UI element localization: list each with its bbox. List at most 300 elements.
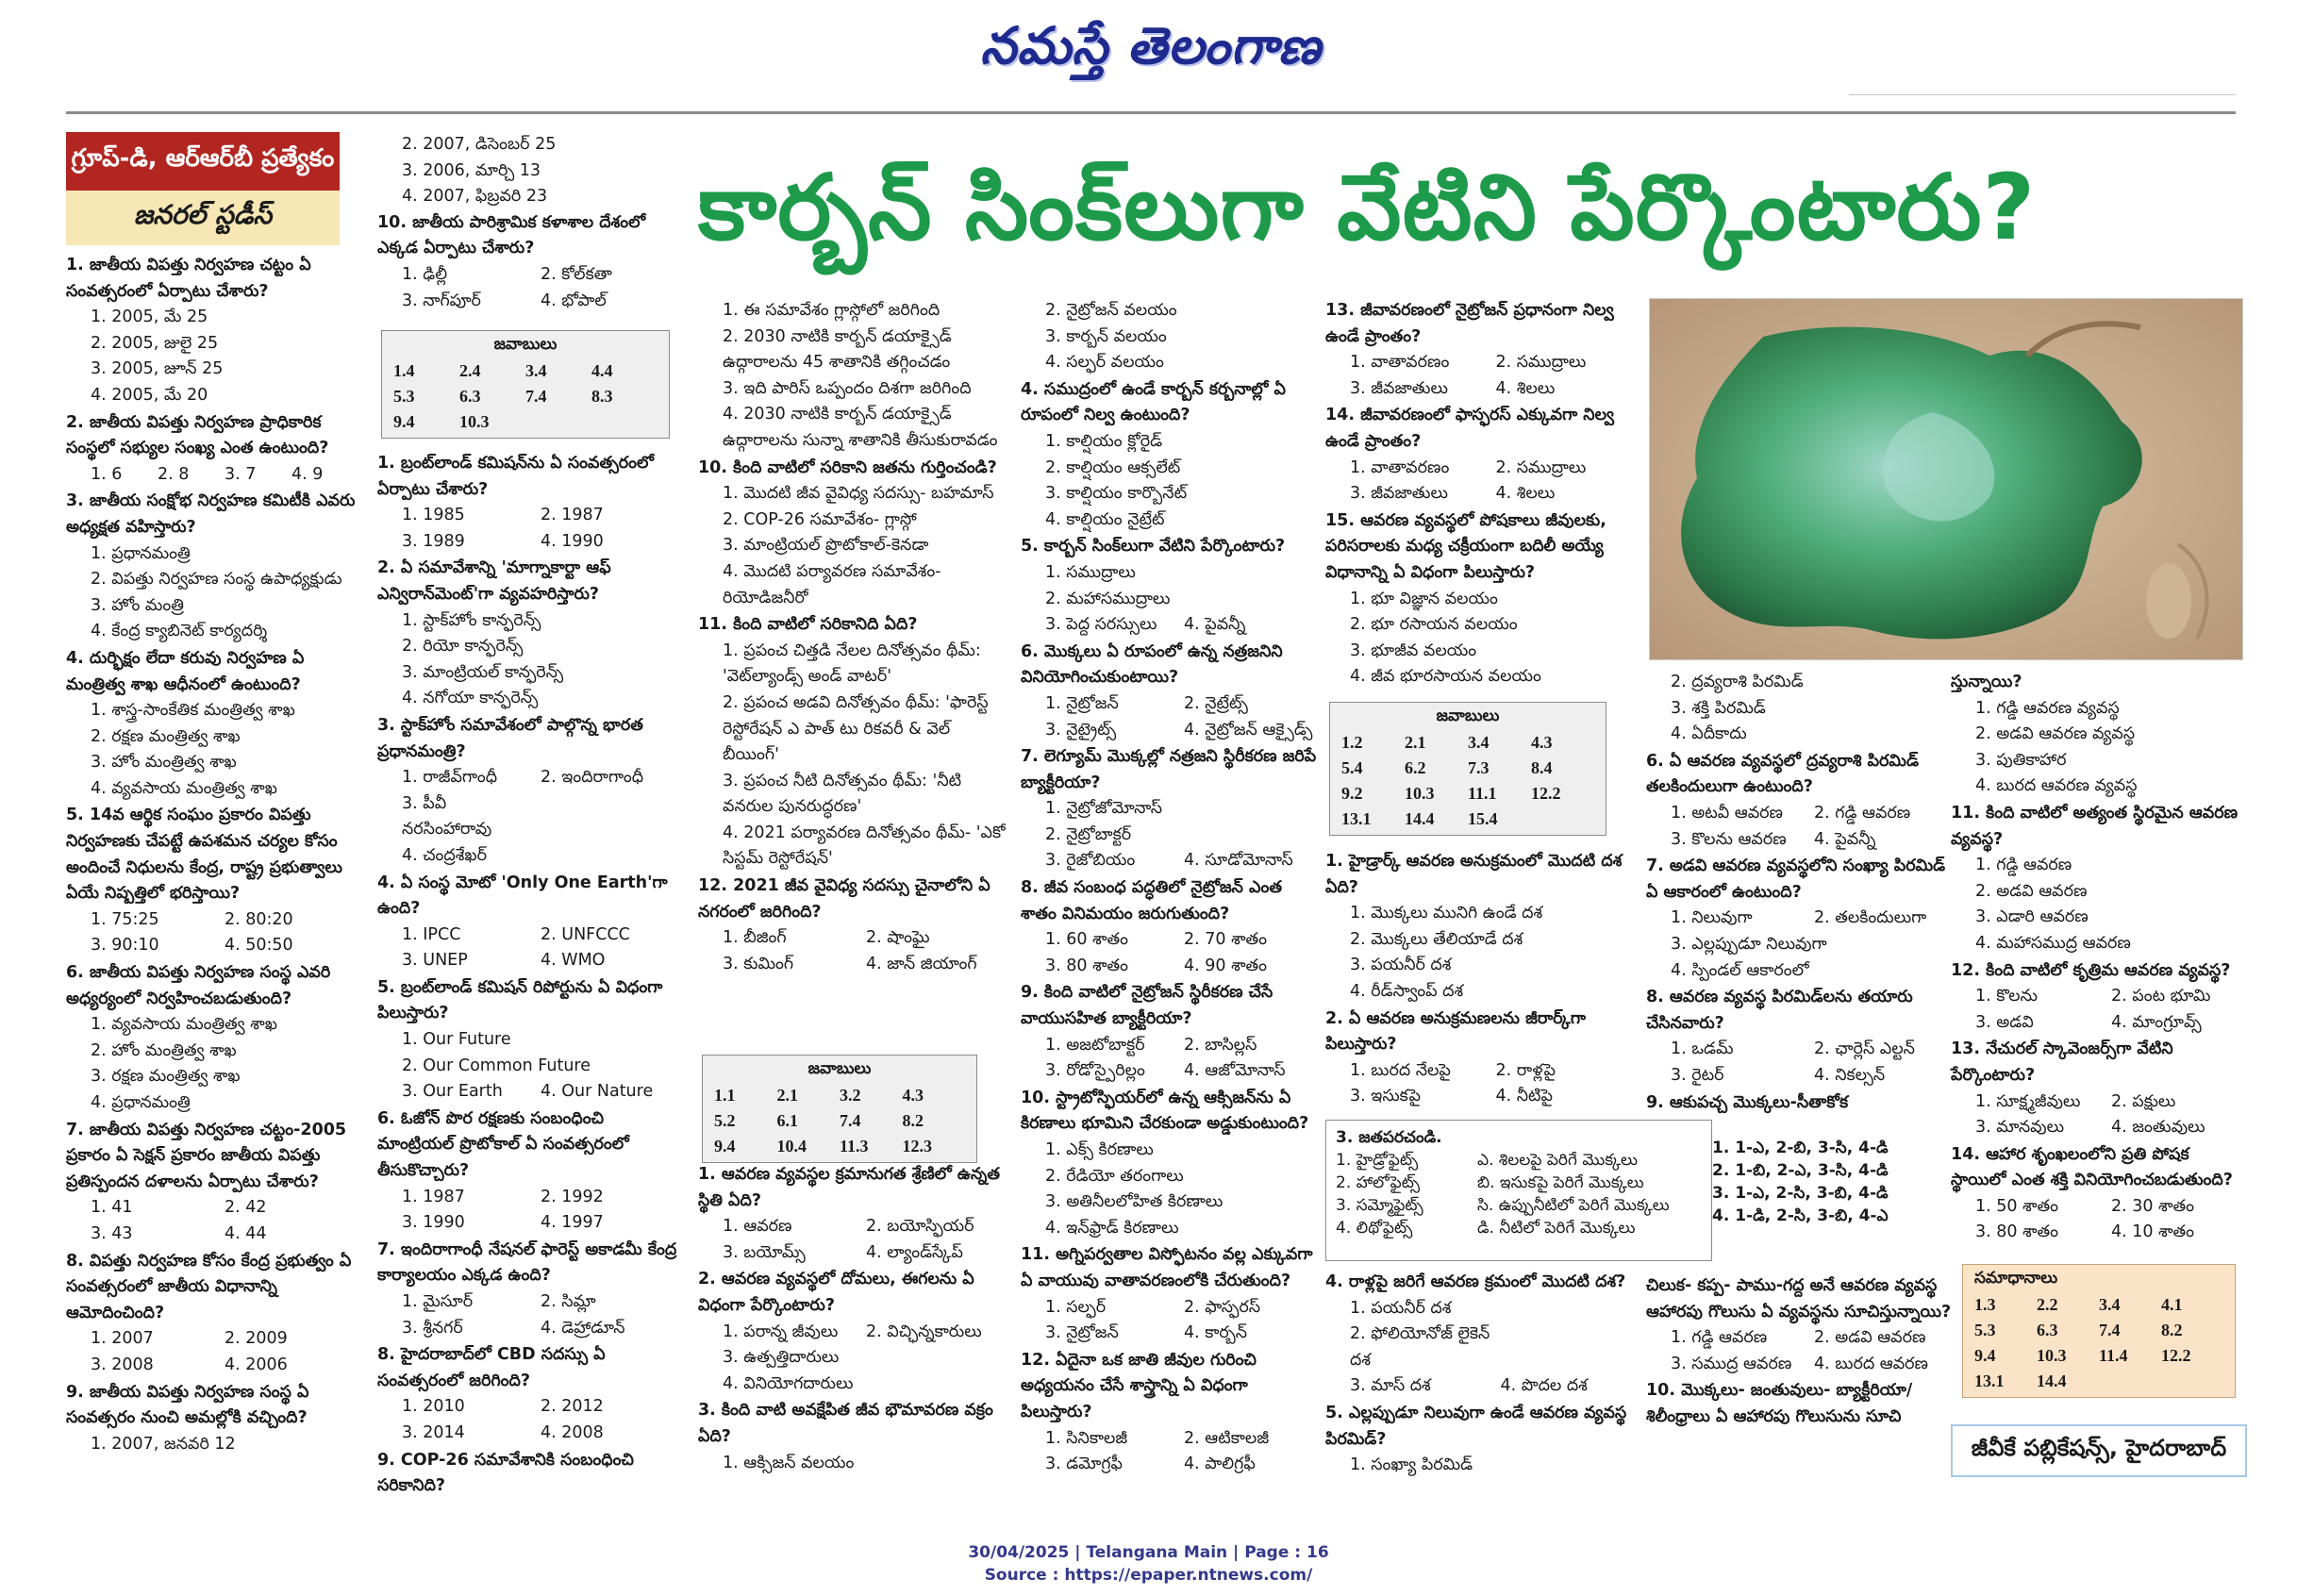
answer-cell: 2.4 (459, 361, 481, 380)
option: 4. 1-డి, 2-సి, 3-బి, 4-ఎ (1712, 1206, 1889, 1225)
option-row (1021, 1452, 1323, 1478)
option: 2. రక్షణ మంత్రిత్వ శాఖ (91, 726, 241, 746)
question (66, 410, 358, 489)
option: 4. ఇన్‌ఫ్రాడ్‌ కిరణాలు (1045, 1218, 1179, 1238)
option: 1. 2005, మే 25 (91, 308, 208, 327)
question (1951, 958, 2247, 1037)
answer-box-3 (1329, 702, 1606, 836)
option: 3. అతినీలలోహిత కిరణాలు (1045, 1192, 1223, 1212)
option-row (1021, 718, 1323, 744)
question-text: 9. ఆకుపచ్చ మొక్కలు-సీతాకోక (1646, 1092, 1849, 1112)
option: 3. Our Earth (402, 1082, 503, 1102)
question (1325, 403, 1641, 507)
option: 2. 80:20 (225, 909, 293, 929)
option-row (377, 1421, 679, 1447)
option: 3. రక్షణ మంత్రిత్వ శాఖ (91, 1067, 241, 1087)
option-row (1325, 456, 1641, 482)
answer-cell: 3.4 (1468, 733, 1490, 752)
option-row (377, 1289, 679, 1316)
question-text: 7. ఇందిరాగాంధీ నేషనల్‌ ఫారెస్ట్‌ అకాడమీ కేంద్ర కార్యాలయం ఎక్కడ ఉంది? (377, 1239, 677, 1286)
option: 1. గడ్డి ఆవరణ (1671, 1328, 1768, 1348)
question (1325, 508, 1641, 690)
option-row (1325, 481, 1641, 507)
newspaper-logo: నమస్తే తెలంగాణ (980, 15, 1322, 75)
question-text: 5. కార్బన్‌ సింక్‌లుగా వేటిని పేర్కొంటారు? (1021, 537, 1286, 557)
question-text: 6. ఓజోన్‌ పొర రక్షణకు సంబంధించి మాంట్రియల్‌ ప్రొటోకాల్‌ ఏ సంవత్సరంలో తీసుకొచ్చారు? (377, 1108, 629, 1181)
option: 2. ఫోలియోనోజ్‌ లైకెన్‌ దశ (1350, 1324, 1490, 1370)
option: 1. IPCC (402, 924, 461, 944)
option: 4. 10 శాతం (2111, 1222, 2195, 1242)
question-text: 5. 14వ ఆర్థిక సంఘం ప్రకారం విపత్తు నిర్వహణకు చేపట్టే ఉపశమన చర్యల కోసం అందించే నిధులను కేంద్ర, రాష్ట్ర ప్రభుత్వాలు ఏయే నిష్పత్తిలో భరిస్తాయి? (66, 806, 342, 904)
option-row (1325, 1084, 1641, 1110)
option (541, 791, 679, 843)
question (698, 1398, 1009, 1476)
option: 2. విపత్తు నిర్వహణ సంస్థ ఉపాధ్యక్షుడు (91, 570, 342, 590)
option: 4. కార్బన్‌ (1184, 1323, 1248, 1343)
answer-cell: 1.1 (714, 1086, 736, 1105)
option: 3. అడవి (1975, 1012, 2034, 1032)
question-text: 6. జాతీయ విపత్తు నిర్వహణ సంస్థ ఎవరి అధ్యర్యంలో నిర్వహించబడుతుంది? (66, 963, 331, 1008)
answer-cell: 1.4 (393, 361, 415, 380)
option-row (698, 952, 1009, 978)
option: 1. నైట్రోజోమోనాస్‌ (1045, 799, 1163, 819)
option: 2. 2005, జులై 25 (91, 333, 219, 353)
option: 4. డెహ్రాడూన్‌ (541, 1318, 625, 1338)
option: 1. నైట్రోజన్‌ (1045, 693, 1119, 713)
option: 2. 1987 (541, 506, 604, 525)
option: 4. 2007, ఫిబ్రవరి 23 (402, 187, 548, 207)
option: 3. కార్బన్‌ వలయం (1045, 326, 1167, 346)
answer-cell: 10.4 (776, 1137, 807, 1155)
answer-grid (393, 361, 657, 432)
option: 1. ఒడమ్‌ (1671, 1039, 1734, 1059)
option-row (377, 289, 679, 315)
option: 4. WMO (541, 951, 606, 971)
option: 2. UNFCCC (541, 924, 630, 944)
option: 1. అటవీ ఆవరణ (1671, 803, 1784, 823)
option: 2. 2009 (225, 1329, 288, 1349)
column-5-bottom (1325, 849, 1641, 1111)
option: 4. 50:50 (225, 936, 293, 956)
question (66, 1380, 358, 1458)
question-text: 2. ఆవరణ వ్యవస్థలో దోమలు, ఈగలను ఏ విధంగా పేర్కొంటారు? (698, 1270, 974, 1315)
option: 3. 1-ఎ, 2-సి, 3-బి, 4-డి (1712, 1184, 1889, 1203)
option-row (1021, 1033, 1323, 1059)
option: 1. సూక్ష్మజీవులు (1975, 1091, 2081, 1111)
question (1021, 534, 1323, 638)
option: 2. బయోస్ఫియర్‌ (866, 1217, 974, 1237)
column-5-lower (1325, 1270, 1651, 1480)
option: 1. సంఖ్యా పిరమిడ్‌ (1350, 1455, 1473, 1475)
question (1646, 985, 1957, 1089)
option-row (377, 1394, 679, 1421)
question-text: 3. కింది వాటి అవక్షేపిత జీవ భౌమావరణ వక్రం ఏది? (698, 1401, 993, 1446)
question (1646, 670, 1957, 748)
option: 4. ఏదీకాదు (1671, 724, 1747, 744)
option: 1. రాజీవ్‌గాంధీ (402, 768, 498, 788)
option: 3. భూజీవ వలయం (1350, 640, 1477, 660)
footer-source: Source : https://epaper.ntnews.com/ (984, 1566, 1313, 1585)
question (377, 556, 679, 712)
answer-cell: 9.4 (714, 1137, 736, 1155)
option: 1. గడ్డి ఆవరణ (1975, 856, 2072, 875)
option-row (66, 1326, 358, 1353)
option-row (377, 1079, 679, 1106)
option: 3. ఇసుకపై (1350, 1087, 1422, 1106)
option: 1. మొక్కలు మునిగి ఉండే దశ (1350, 904, 1543, 923)
option: 1. సల్ఫర్‌ (1045, 1297, 1107, 1317)
option: 3. 1989 (402, 531, 465, 551)
question (1325, 1270, 1651, 1400)
question-text: 6. మొక్కలు ఏ రూపంలో ఉన్న నత్రజనిని వినియోగించుకుంటాయి? (1021, 641, 1283, 688)
option: 1. బీజింగ్‌ (723, 928, 787, 948)
option: 1. ప్రధానమంత్రి (91, 543, 191, 563)
article-headline: కార్బన్‌ సింక్‌లుగా వేటిని పేర్కొంటారు? (698, 155, 2037, 260)
answer-cell (591, 412, 657, 432)
answer-cell: 3.4 (525, 361, 547, 380)
question (1646, 854, 1957, 984)
question-text: 12. 2021 జీవ వైవిధ్య సదస్సు చైనాలోని ఏ నగరంలో జరిగింది? (698, 876, 990, 922)
question (1325, 298, 1641, 402)
answer-cell (2161, 1372, 2223, 1391)
question-text: 10. కింది వాటిలో సరికాని జతను గుర్తించండి? (698, 457, 997, 477)
option-row (1646, 1063, 1957, 1089)
answer-cell: 14.4 (2037, 1372, 2067, 1390)
answer-cell: 6.2 (1405, 758, 1426, 777)
option: 1. 2007 (91, 1329, 154, 1349)
question (377, 210, 679, 314)
question-text-continued: స్తున్నాయి? (1951, 673, 2022, 691)
match-question-box (1325, 1120, 1712, 1261)
option-row (66, 1353, 358, 1379)
option: 3. మానవులు (1975, 1118, 2065, 1138)
question (1021, 1242, 1323, 1346)
column-4 (1021, 298, 1323, 1479)
answer-cell: 9.4 (393, 412, 415, 431)
answer-cell: 13.1 (1341, 809, 1372, 828)
answer-cell: 2.2 (2037, 1295, 2058, 1314)
option-row (377, 529, 679, 556)
question-text: 5. ఎల్లప్పుడూ నిలువుగా ఉండే ఆవరణ వ్యవస్థ పిరమిడ్‌? (1325, 1403, 1627, 1449)
option-row (1021, 848, 1323, 874)
question (377, 1448, 679, 1500)
option-row (66, 1222, 358, 1248)
answer-cell (525, 412, 591, 432)
question (66, 489, 358, 645)
option-row (1951, 1115, 2247, 1141)
option-row (1951, 984, 2247, 1010)
option: 1. కాల్షియం క్లోరైడ్‌ (1045, 431, 1163, 451)
option: 1. 1987 (402, 1187, 465, 1206)
option: 2. రియో కాన్ఫరెన్స్‌ (402, 637, 524, 657)
question-text: 11. అగ్నిపర్వతాల విస్ఫోటనం వల్ల ఎక్కువగా ఏ వాయువు వాతావరణంలోకి చేరుతుంది? (1021, 1245, 1313, 1290)
option: 4. 1990 (541, 531, 604, 551)
option: 1. 6 (91, 464, 123, 484)
answer-cell: 5.3 (1974, 1321, 1996, 1339)
option-row (1951, 1010, 2247, 1037)
option: 3. జీవజాతులు (1350, 484, 1448, 504)
option: 2. ఫాస్ఫరస్‌ (1184, 1297, 1261, 1317)
answer-grid (1341, 733, 1594, 829)
answer-cell: 12.3 (902, 1137, 932, 1155)
option: 2. 2012 (541, 1397, 604, 1417)
option: 3. ఎల్లప్పుడూ నిలువుగా (1671, 934, 1827, 954)
option: 1. ఢిల్లీ (402, 264, 448, 284)
option-row (377, 262, 679, 289)
question-text: 7. లెగ్యూమ్‌ మొక్కల్లో నత్రజని స్థిరీకరణ జరిపే బ్యాక్టీరియా? (1021, 747, 1317, 792)
question (377, 1342, 679, 1446)
option: 3. పయనీర్‌ దశ (1350, 956, 1452, 975)
question (1021, 640, 1323, 743)
question (1021, 875, 1323, 979)
column-6-bottom (1646, 1273, 1957, 1432)
option: 2. 70 శాతం (1184, 930, 1268, 950)
option: 4. మాంగ్రూవ్స్‌ (2111, 1012, 2202, 1032)
option: 3. పెద్ద సరస్సులు (1045, 615, 1157, 635)
option: 3. 2014 (402, 1422, 465, 1442)
option: 2. 42 (225, 1198, 267, 1218)
question-text: 11. కింది వాటిలో అత్యంత స్థిరమైన ఆవరణ వ్యవస్థ? (1951, 803, 2239, 849)
question (698, 1162, 1009, 1266)
answer-cell: 11.4 (2099, 1346, 2128, 1365)
option-row (1021, 954, 1323, 980)
question (1951, 1037, 2247, 1140)
option: 4. పైవన్నీ (1814, 829, 1876, 849)
column-6 (1646, 670, 1957, 1117)
question (66, 646, 358, 803)
option-row (1021, 1058, 1323, 1085)
option: 1. నిలువుగా (1671, 908, 1753, 928)
option: 2. 30 శాతం (2111, 1196, 2195, 1216)
option: 1. ఈ సమావేశం గ్లాస్గోలో జరిగింది (723, 301, 940, 320)
option: 3. 80 శాతం (1045, 956, 1129, 975)
option: 1. 60 శాతం (1045, 930, 1129, 950)
answer-grid (1974, 1295, 2223, 1391)
option-row (1021, 1426, 1323, 1453)
match-options (1712, 1137, 1896, 1227)
option: 4. నగోయా కాన్ఫరెన్స్‌ (402, 689, 539, 708)
option-row (377, 1316, 679, 1342)
answer-cell: 7.4 (525, 387, 547, 406)
answer-cell: 9.4 (1974, 1346, 1996, 1365)
option: 4. బురద ఆవరణ (1814, 1354, 1928, 1373)
question (377, 713, 679, 870)
answer-cell: 4.1 (2161, 1295, 2183, 1314)
question (1021, 1086, 1323, 1242)
answer-cell: 6.3 (2037, 1321, 2058, 1339)
answer-box-title: జవాబులు (493, 335, 558, 354)
option-row (1325, 1322, 1651, 1373)
option-row (1325, 350, 1641, 376)
option: 2. భూ రసాయన వలయం (1350, 615, 1518, 635)
option: 3. ఇది పారిస్‌ ఒప్పందం దిశగా జరిగింది (723, 378, 972, 398)
option-row (66, 933, 358, 959)
option: 2. కోల్‌కతా (541, 264, 612, 284)
option: 3. 1990 (402, 1213, 465, 1233)
option: 4. జీవ భూరసాయన వలయం (1350, 667, 1541, 687)
question (66, 803, 358, 959)
option: 1. వాతావరణం (1350, 353, 1450, 373)
option: 4. ఆజోమోనాస్‌ (1184, 1061, 1286, 1081)
match-left-item: 4. లిథోఫైట్స్‌ (1336, 1219, 1413, 1238)
option: 4. జంతువులు (2111, 1118, 2205, 1138)
option: 4. 9 (291, 464, 324, 484)
option: 1. సినికాలజీ (1045, 1428, 1128, 1448)
option-row (698, 925, 1009, 952)
answer-grid (714, 1086, 965, 1156)
answer-cell: 11.3 (840, 1137, 869, 1155)
option: 1. Our Future (402, 1030, 511, 1050)
answer-cell: 5.2 (714, 1111, 736, 1130)
option: 4. నికల్సన్‌ (1814, 1065, 1886, 1085)
option: 2. కాల్షియం ఆక్సలేట్‌ (1045, 457, 1181, 477)
option-row (1951, 1194, 2247, 1221)
question-text: 1. ఆవరణ వ్యవస్థల క్రమానుగత శ్రేణిలో ఉన్నత స్థితి ఏది? (698, 1165, 1000, 1210)
answer-cell: 10.3 (459, 412, 490, 431)
publisher-credit: జీవీకే పబ్లికేషన్స్‌, హైదరాబాద్‌ (1951, 1424, 2247, 1477)
question (377, 1238, 679, 1341)
question-text: 2. ఏ సమావేశాన్ని 'మాగ్నాకార్టా ఆఫ్‌ ఎన్విరాన్‌మెంట్‌'గా వ్యవహరిస్తారు? (377, 558, 611, 604)
question (698, 873, 1009, 977)
answer-cell (1531, 809, 1594, 829)
option: 4. సల్ఫర్‌ వలయం (1045, 353, 1164, 373)
question (377, 975, 679, 1106)
option: 3. రైజోబియం (1045, 851, 1136, 871)
option: 4. పైవన్నీ (1184, 615, 1246, 635)
option: 2. హోం మంత్రిత్వ శాఖ (91, 1040, 237, 1060)
option-row (1646, 827, 1957, 854)
answer-cell: 4.3 (1531, 733, 1553, 752)
match-right-item: ఎ. శిలలపై పెరిగే మొక్కలు (1477, 1151, 1638, 1170)
option: 1. భూ విజ్ఞాన వలయం (1350, 589, 1498, 608)
option-row (1646, 1352, 1957, 1378)
question (1646, 1378, 1957, 1430)
option: 1. మొదటి జీవ వైవిధ్య సదస్సు- బహమాస్‌ (723, 484, 994, 504)
option: 4. మొదటి పర్యావరణ సమావేశం- రియోడిజనీరో (723, 561, 941, 607)
question (377, 451, 679, 555)
option: 2. COP-26 సమావేశం- గ్లాస్గో (723, 509, 917, 529)
answer-box-title: జవాబులు (1436, 707, 1500, 725)
option: 2. పంట భూమి (2111, 987, 2211, 1006)
answer-cell: 8.2 (2161, 1321, 2183, 1339)
option: 1. వ్యవసాయ మంత్రిత్వ శాఖ (91, 1015, 277, 1035)
option: 4. భోపాల్‌ (541, 291, 607, 310)
column-7 (1951, 670, 2247, 1247)
question (1951, 1142, 2247, 1246)
column-3-bottom (698, 1162, 1009, 1477)
question (1325, 1006, 1641, 1110)
question-text: 5. బ్రంట్‌లాండ్‌ కమిషన్‌ రిపోర్టును ఏ విధంగా పిలుస్తారు? (377, 977, 663, 1023)
question (1021, 1348, 1323, 1478)
option-row (377, 765, 679, 791)
option-row (66, 462, 358, 489)
question (1951, 801, 2247, 957)
option: 4. 44 (225, 1223, 267, 1243)
option: 1. వాతావరణం (1350, 457, 1450, 477)
answer-cell: 5.4 (1341, 758, 1363, 777)
question-text: 3. జతపరచండి. (1336, 1128, 1442, 1147)
answer-cell: 6.1 (776, 1111, 798, 1130)
question (66, 1118, 358, 1248)
option: 4. నైట్రోజన్‌ ఆక్సైడ్స్‌ (1184, 720, 1313, 740)
option-row (377, 791, 679, 843)
option: 1. ఎక్స్‌ కిరణాలు (1045, 1140, 1154, 1159)
option-row (66, 907, 358, 934)
question (1021, 298, 1323, 376)
option: 2. సముద్రాలు (1495, 457, 1587, 477)
question (1951, 670, 2247, 800)
answer-box-title: సమాధానాలు (1974, 1269, 2058, 1288)
option-row (1646, 906, 1957, 932)
option: 4. చంద్రశేఖర్‌ (402, 845, 488, 865)
question-text: 9. జాతీయ విపత్తు నిర్వహణ సంస్థ ఏ సంవత్సరం నుంచి అమల్లోకి వచ్చింది? (66, 1382, 309, 1428)
question (1021, 377, 1323, 534)
option: 3. నైట్రోజన్‌ (1045, 1323, 1119, 1343)
option (1501, 1322, 1652, 1373)
option: 1. గడ్డి ఆవరణ వ్యవస్థ (1975, 698, 2120, 718)
option: 1. పయనీర్‌ దశ (1350, 1298, 1452, 1318)
option: 3. ఎడారి ఆవరణ (1975, 907, 2089, 927)
option: 1. పరాన్న జీవులు (723, 1322, 839, 1341)
option: 4. మహాసముద్ర ఆవరణ (1975, 933, 2131, 953)
answer-box-1 (381, 330, 670, 439)
question (1646, 749, 1957, 853)
option: 1. స్టాక్‌హోం కాన్ఫరెన్స్‌ (402, 610, 541, 630)
option-row (698, 1240, 1009, 1267)
question-text: 11. కింది వాటిలో సరికానిది ఏది? (698, 615, 918, 635)
answer-cell: 1.3 (1974, 1295, 1996, 1314)
option: 2. 1-బి, 2-ఎ, 3-సి, 4-డి (1712, 1161, 1889, 1180)
option: 2. పక్షులు (2111, 1091, 2176, 1111)
option: 2. ఛార్లెస్‌ ఎల్టన్‌ (1814, 1039, 1915, 1059)
masthead-divider (66, 111, 2236, 114)
option: 3. 90:10 (91, 936, 159, 956)
answer-cell: 10.3 (2037, 1346, 2067, 1365)
option: 3. ఉత్పత్తిదారులు (723, 1348, 840, 1368)
option: 2. రేడియో తరంగాలు (1045, 1166, 1184, 1186)
option-row (698, 1320, 1009, 1346)
question-text: 13. నేచురల్‌ స్కావెంజర్స్‌గా వేటిని పేర్కొంటారు? (1951, 1039, 2173, 1085)
answer-cell: 8.2 (902, 1111, 924, 1130)
option-row (377, 923, 679, 949)
option: 2. మహాసముద్రాలు (1045, 589, 1171, 608)
option-row (66, 1195, 358, 1222)
option: 2. నైట్రేట్స్‌ (1184, 693, 1248, 713)
question-text: 15. ఆవరణ వ్యవస్థలో పోషకాలు జీవులకు, పరిసరాలకు మధ్య చక్రీయంగా బదిలీ అయ్యే విధానాన్ని ఏ విధంగా పిలుస్తారు? (1325, 510, 1606, 582)
question-text: 7. జాతీయ విపత్తు నిర్వహణ చట్టం-2005 ప్రకారం ఏ సెక్షన్‌ ప్రకారం జాతీయ విపత్తు ప్రతిస్పందన దళాలను ఏర్పాటు చేశారు? (66, 1120, 347, 1191)
option: 1. కొలను (1975, 987, 2038, 1006)
answer-cell: 11.1 (1468, 784, 1497, 803)
option-row (1021, 927, 1323, 954)
question-text: 8. హైదరాబాద్‌లో CBD సదస్సు ఏ సంవత్సరంలో జరిగింది? (377, 1345, 606, 1390)
option: 3. మాంట్రియల్‌ కాన్ఫరెన్స్‌ (402, 662, 564, 682)
question (1646, 1090, 1957, 1117)
question (1325, 1401, 1651, 1479)
option-row (1646, 1325, 1957, 1352)
answer-cell: 10.3 (1405, 784, 1435, 803)
question (1325, 849, 1641, 1006)
option: 3. కొలను ఆవరణ (1671, 829, 1787, 849)
question-text: 10. స్ట్రాటోస్ఫియర్‌లో ఉన్న ఆక్సిజన్‌ను ఏ కిరణాలు భూమిని చేరకుండా అడ్డుకుంటుంది? (1021, 1088, 1309, 1134)
question-text: 1. బ్రంట్‌లాండ్‌ కమిషన్‌ను ఏ సంవత్సరంలో ఏర్పాటు చేశారు? (377, 454, 655, 499)
option: 4. నీటిపై (1495, 1087, 1553, 1106)
option: 3. జీవజాతులు (1350, 378, 1448, 398)
option: 4. శిలలు (1495, 484, 1556, 504)
option: 3. హోం మంత్రిత్వ శాఖ (91, 753, 237, 773)
option-row (1021, 1321, 1323, 1347)
column-2 (377, 451, 679, 1501)
option: 2. ఆటికాలజీ (1184, 1428, 1270, 1448)
